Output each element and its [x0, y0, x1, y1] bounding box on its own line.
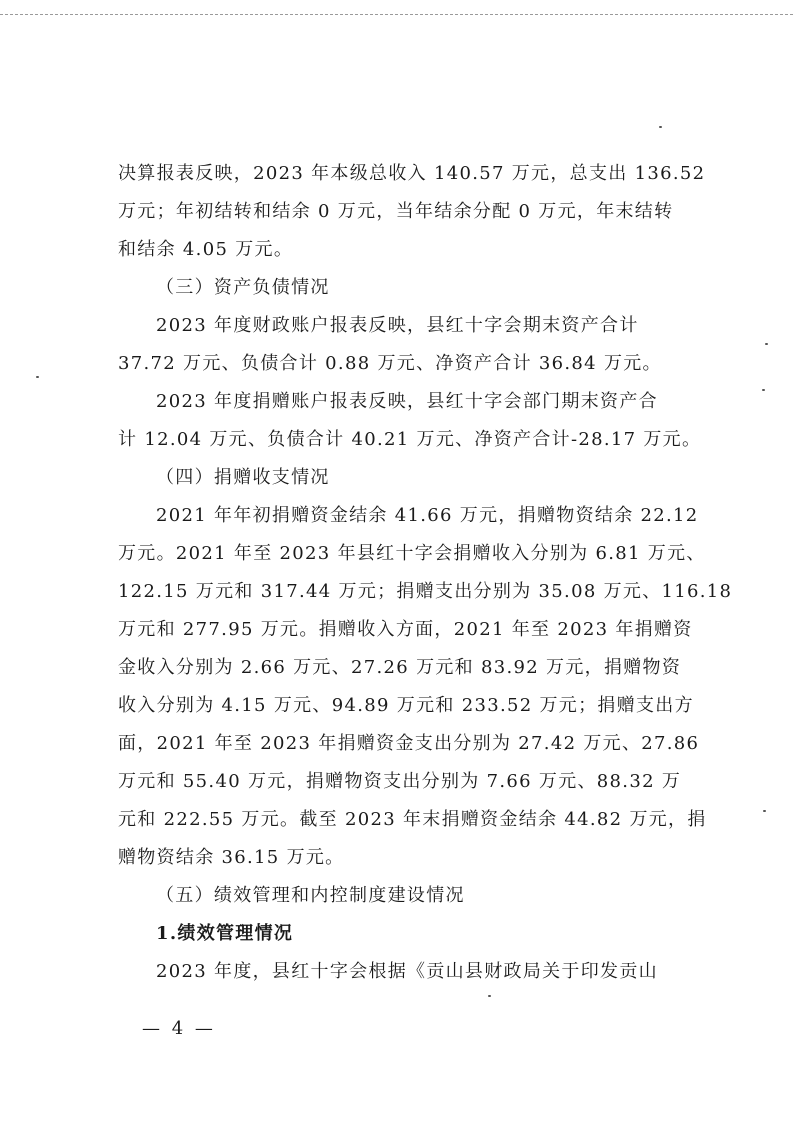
paragraph-line: 收入分别为 4.15 万元、94.89 万元和 233.52 万元；捐赠支出方 — [118, 695, 694, 716]
paragraph-line: 2021 年年初捐赠资金结余 41.66 万元，捐赠物资结余 22.12 — [156, 505, 699, 526]
scan-speck — [488, 995, 491, 997]
scan-speck — [659, 126, 662, 128]
paragraph-line: 2023 年度，县红十字会根据《贡山县财政局关于印发贡山 — [156, 961, 658, 982]
page-number: — 4 — — [142, 1018, 216, 1039]
paragraph-line: 37.72 万元、负债合计 0.88 万元、净资产合计 36.84 万元。 — [118, 353, 662, 374]
document-body — [118, 155, 733, 991]
paragraph-line: 金收入分别为 2.66 万元、27.26 万元和 83.92 万元，捐赠物资 — [118, 657, 682, 678]
section-heading-5: （五）绩效管理和内控制度建设情况 — [156, 885, 465, 906]
scan-speck — [762, 389, 765, 391]
paragraph-line: 万元和 55.40 万元，捐赠物资支出分别为 7.66 万元、88.32 万 — [118, 771, 682, 792]
paragraph-line: 2023 年度捐赠账户报表反映，县红十字会部门期末资产合 — [156, 391, 658, 412]
paragraph-line: 决算报表反映，2023 年本级总收入 140.57 万元，总支出 136.52 — [118, 163, 706, 184]
paragraph-line: 计 12.04 万元、负债合计 40.21 万元、净资产合计-28.17 万元。 — [118, 429, 702, 450]
paragraph-line: 万元。2021 年至 2023 年县红十字会捐赠收入分别为 6.81 万元、 — [118, 543, 706, 564]
paragraph-line: 面，2021 年至 2023 年捐赠资金支出分别为 27.42 万元、27.86 — [118, 733, 700, 754]
top-scan-border — [0, 14, 793, 15]
paragraph-line: 和结余 4.05 万元。 — [118, 239, 294, 260]
paragraph-line: 万元；年初结转和结余 0 万元，当年结余分配 0 万元，年末结转 — [118, 201, 674, 222]
scan-speck — [763, 810, 766, 812]
section-heading-3: （三）资产负债情况 — [156, 277, 330, 298]
section-heading-4: （四）捐赠收支情况 — [156, 467, 330, 488]
paragraph-line: 赠物资结余 36.15 万元。 — [118, 847, 345, 868]
paragraph-line: 122.15 万元和 317.44 万元；捐赠支出分别为 35.08 万元、116.18 — [118, 581, 733, 602]
paragraph-line: 元和 222.55 万元。截至 2023 年末捐赠资金结余 44.82 万元，捐 — [118, 809, 707, 830]
paragraph-line: 万元和 277.95 万元。捐赠收入方面，2021 年至 2023 年捐赠资 — [118, 619, 693, 640]
paragraph-line: 2023 年度财政账户报表反映，县红十字会期末资产合计 — [156, 315, 639, 336]
scan-speck — [36, 376, 39, 378]
scan-speck — [765, 343, 768, 345]
subsection-heading: 1.绩效管理情况 — [156, 923, 294, 944]
